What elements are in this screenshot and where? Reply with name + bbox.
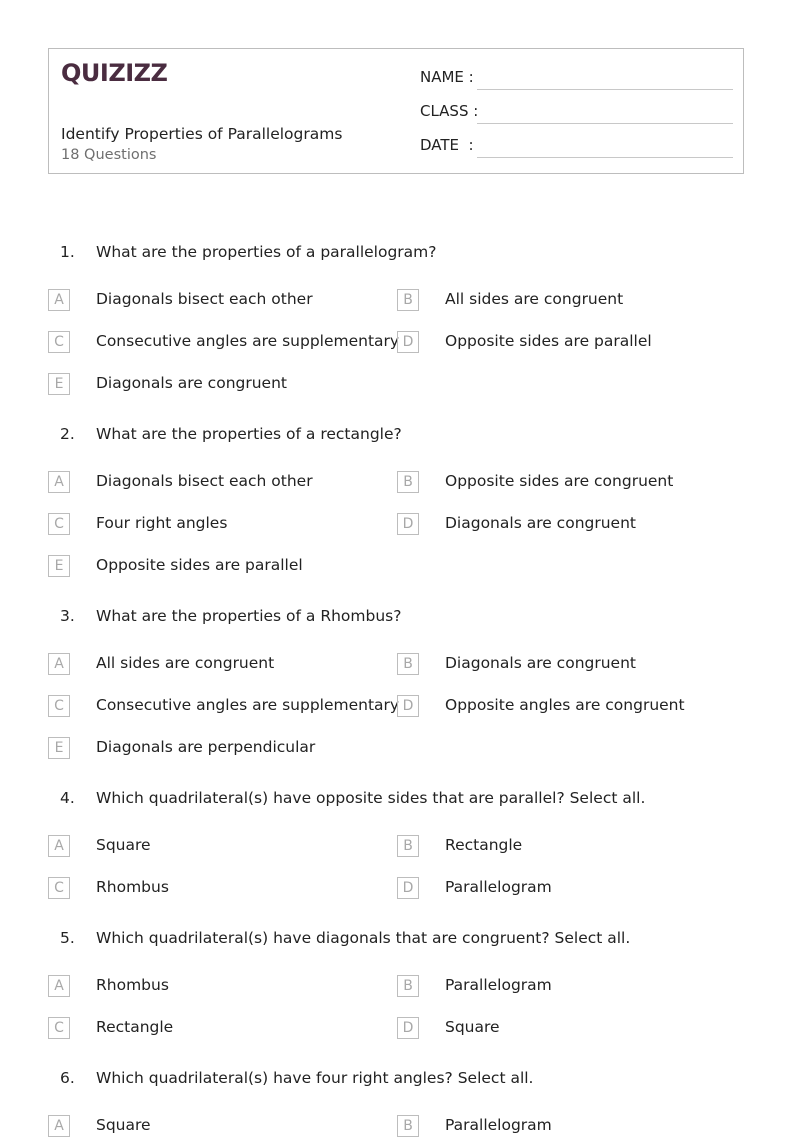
option-text: All sides are congruent: [96, 654, 275, 672]
option-text: Diagonals are congruent: [445, 514, 636, 532]
quizizz-logo: QUIZIZZ: [61, 59, 168, 87]
worksheet-title: Identify Properties of Parallelograms: [61, 125, 343, 143]
option-text: Opposite sides are parallel: [96, 556, 303, 574]
option-text: Rhombus: [96, 976, 169, 994]
option-letter-box[interactable]: C: [48, 513, 70, 535]
option-text: Square: [96, 1116, 151, 1134]
date-label: DATE :: [420, 136, 474, 154]
option-text: Consecutive angles are supplementary: [96, 332, 400, 350]
question-number: 2.: [60, 425, 75, 443]
option-text: Rectangle: [96, 1018, 174, 1036]
option-letter-box[interactable]: A: [48, 975, 70, 997]
option-letter-box[interactable]: B: [397, 653, 419, 675]
option-letter-box[interactable]: B: [397, 471, 419, 493]
question-text: What are the properties of a Rhombus?: [96, 607, 402, 625]
option-text: Square: [96, 836, 151, 854]
option-letter-box[interactable]: E: [48, 555, 70, 577]
option-letter-box[interactable]: A: [48, 653, 70, 675]
option-text: Parallelogram: [445, 976, 552, 994]
option-letter-box[interactable]: D: [397, 513, 419, 535]
option-letter-box[interactable]: B: [397, 289, 419, 311]
question-text: What are the properties of a parallelogram?: [96, 243, 437, 261]
option-text: Four right angles: [96, 514, 228, 532]
date-field: [420, 136, 474, 154]
option-text: Opposite sides are parallel: [445, 332, 652, 350]
date-line[interactable]: [477, 157, 733, 158]
name-label: NAME :: [420, 68, 474, 86]
option-letter-box[interactable]: B: [397, 1115, 419, 1137]
name-line[interactable]: [477, 89, 733, 90]
option-text: Diagonals are perpendicular: [96, 738, 316, 756]
option-text: Diagonals are congruent: [445, 654, 636, 672]
option-letter-box[interactable]: E: [48, 737, 70, 759]
class-field: [420, 102, 478, 120]
option-letter-box[interactable]: C: [48, 331, 70, 353]
option-letter-box[interactable]: A: [48, 471, 70, 493]
question-text: Which quadrilateral(s) have four right angles? Select all.: [96, 1069, 534, 1087]
option-text: All sides are congruent: [445, 290, 624, 308]
class-label: CLASS :: [420, 102, 479, 120]
option-text: Opposite sides are congruent: [445, 472, 674, 490]
option-letter-box[interactable]: D: [397, 1017, 419, 1039]
question-number: 5.: [60, 929, 75, 947]
question-number: 3.: [60, 607, 75, 625]
name-field: [420, 68, 474, 86]
option-text: Rectangle: [445, 836, 523, 854]
question-text: What are the properties of a rectangle?: [96, 425, 402, 443]
option-text: Diagonals are congruent: [96, 374, 287, 392]
question-count: 18 Questions: [61, 147, 157, 163]
option-letter-box[interactable]: A: [48, 289, 70, 311]
option-letter-box[interactable]: C: [48, 1017, 70, 1039]
question-number: 6.: [60, 1069, 75, 1087]
option-text: Square: [445, 1018, 500, 1036]
option-letter-box[interactable]: D: [397, 877, 419, 899]
question-text: Which quadrilateral(s) have opposite sides that are parallel? Select all.: [96, 789, 646, 807]
option-letter-box[interactable]: C: [48, 877, 70, 899]
option-text: Parallelogram: [445, 1116, 552, 1134]
question-number: 4.: [60, 789, 75, 807]
question-text: Which quadrilateral(s) have diagonals that are congruent? Select all.: [96, 929, 631, 947]
option-letter-box[interactable]: A: [48, 1115, 70, 1137]
worksheet-header: [48, 48, 744, 174]
option-text: Parallelogram: [445, 878, 552, 896]
option-text: Diagonals bisect each other: [96, 472, 313, 490]
option-letter-box[interactable]: B: [397, 835, 419, 857]
option-text: Rhombus: [96, 878, 169, 896]
option-letter-box[interactable]: E: [48, 373, 70, 395]
option-letter-box[interactable]: D: [397, 331, 419, 353]
option-text: Consecutive angles are supplementary: [96, 696, 400, 714]
option-letter-box[interactable]: D: [397, 695, 419, 717]
option-text: Diagonals bisect each other: [96, 290, 313, 308]
option-text: Opposite angles are congruent: [445, 696, 685, 714]
option-letter-box[interactable]: B: [397, 975, 419, 997]
question-number: 1.: [60, 243, 75, 261]
option-letter-box[interactable]: C: [48, 695, 70, 717]
option-letter-box[interactable]: A: [48, 835, 70, 857]
class-line[interactable]: [477, 123, 733, 124]
